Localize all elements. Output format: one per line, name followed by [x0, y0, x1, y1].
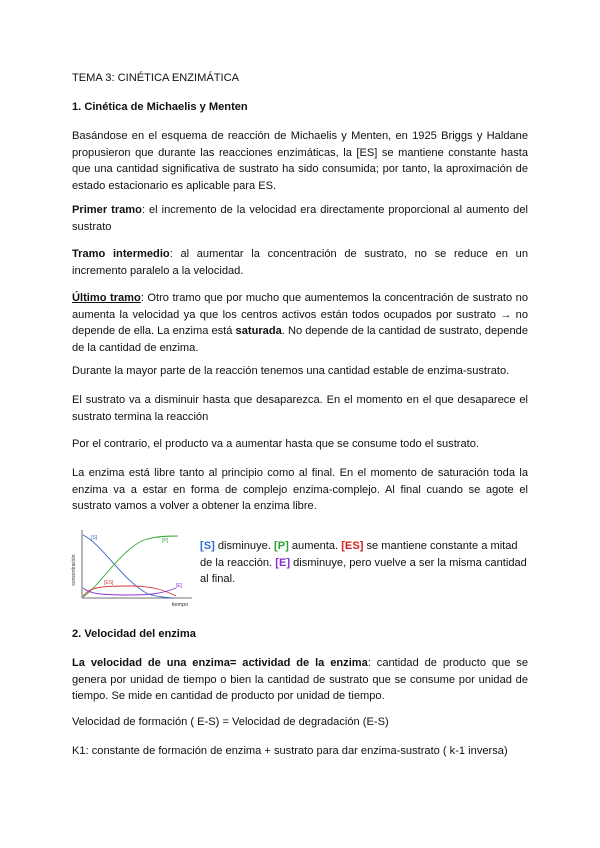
ultimo-tramo-saturada: saturada [235, 325, 282, 337]
sustrato-paragraph: El sustrato va a disminuir hasta que desaparezca. En el momento en el que desaparece el sustrato termina la reacción [72, 394, 528, 423]
primer-tramo-text: : el incremento de la velocidad era directamente proporcional al aumento del sustrato [72, 204, 528, 233]
primer-tramo-paragraph [72, 202, 528, 235]
legend-s-text: disminuye. [214, 540, 274, 552]
producto-paragraph: Por el contrario, el producto va a aumentar hasta que se consume todo el sustrato. [72, 438, 480, 450]
tramo-intermedio-text: : al aumentar la concentración de sustrato, no se reduce en un incremento paralelo a la velocidad. [72, 248, 528, 277]
tramo-intermedio-term: Tramo intermedio [72, 248, 170, 260]
legend-es-text: se mantiene constante a mitad de la reacción. [200, 540, 518, 569]
concentration-time-svg [70, 528, 196, 608]
velocidad-formacion-line: Velocidad de formación ( E-S) = Velocidad de degradación (E-S) [72, 716, 389, 728]
curve-label-p: [P] [162, 538, 169, 544]
intro-paragraph: Basándose en el esquema de reacción de Michaelis y Menten, en 1925 Briggs y Haldane propusieron que durante las reacciones enzimáticas, la [ES] se mantiene constante hasta que una cantidad significativa de sustrato ha sido consumida; por tanto, la aproximación de estado estacionario es aplicable para ES. [72, 130, 528, 192]
velocidad-definition-text: : cantidad de producto que se genera por unidad de tiempo o bien la cantidad de sustrato que se consume por unidad de tiempo. Se mide en cantidad de producto por unidad de tiempo. [72, 657, 528, 702]
curve-s [83, 535, 174, 598]
curve-label-s: [S] [91, 535, 98, 541]
document-title: TEMA 3: CINÉTICA ENZIMÁTICA [72, 72, 240, 84]
section-1-title: 1. Cinética de Michaelis y Menten [72, 101, 248, 113]
velocidad-definition-paragraph [72, 655, 528, 705]
velocidad-definition-term: La velocidad de una enzima= actividad de la enzima [72, 657, 368, 669]
x-axis-label: tiempo [171, 602, 189, 608]
curve-es [83, 586, 176, 596]
y-axis-label: concentración [71, 554, 77, 586]
ultimo-tramo-text-2: . No depende de la cantidad de sustrato, depende de la cantidad de enzima. [72, 325, 528, 354]
primer-tramo-term: Primer tramo [72, 204, 142, 216]
section-2-title: 2. Velocidad del enzima [72, 628, 196, 640]
curve-label-e: [E] [176, 583, 183, 589]
curve-label-es: [ES] [104, 580, 114, 586]
legend-s: [S] [200, 540, 215, 552]
curve-e [83, 588, 176, 595]
mayor-parte-paragraph: Durante la mayor parte de la reacción tenemos una cantidad estable de enzima-sustrato. [72, 365, 510, 377]
tramo-intermedio-paragraph [72, 246, 528, 279]
legend-e: [E] [275, 556, 291, 569]
legend-e-text: disminuye, pero vuelve a ser la misma cantidad al final. [200, 556, 527, 585]
legend-p: [P] [274, 540, 289, 552]
ultimo-tramo-paragraph [72, 290, 528, 356]
ultimo-tramo-term: Último tramo [72, 292, 141, 304]
k1-line: K1: constante de formación de enzima + sustrato para dar enzima-sustrato ( k-1 inversa) [72, 745, 508, 757]
ultimo-tramo-text-1: : Otro tramo que por mucho que aumentemos la concentración de sustrato no aumenta la velocidad ya que los centros activos están todos ocupados por sustrato → no depende de ella. La enzima está [72, 292, 529, 337]
figure-legend [200, 538, 528, 588]
legend-es: [ES] [341, 540, 364, 552]
enzima-paragraph: La enzima está libre tanto al principio como al final. En el momento de saturación toda la enzima va a estar en forma de complejo enzima-complejo. Al final cuando se agote el sustrato vamos a volver a obtener la enzima libre. [72, 467, 528, 512]
concentration-time-figure [70, 528, 196, 608]
legend-p-text: aumenta. [288, 540, 342, 552]
